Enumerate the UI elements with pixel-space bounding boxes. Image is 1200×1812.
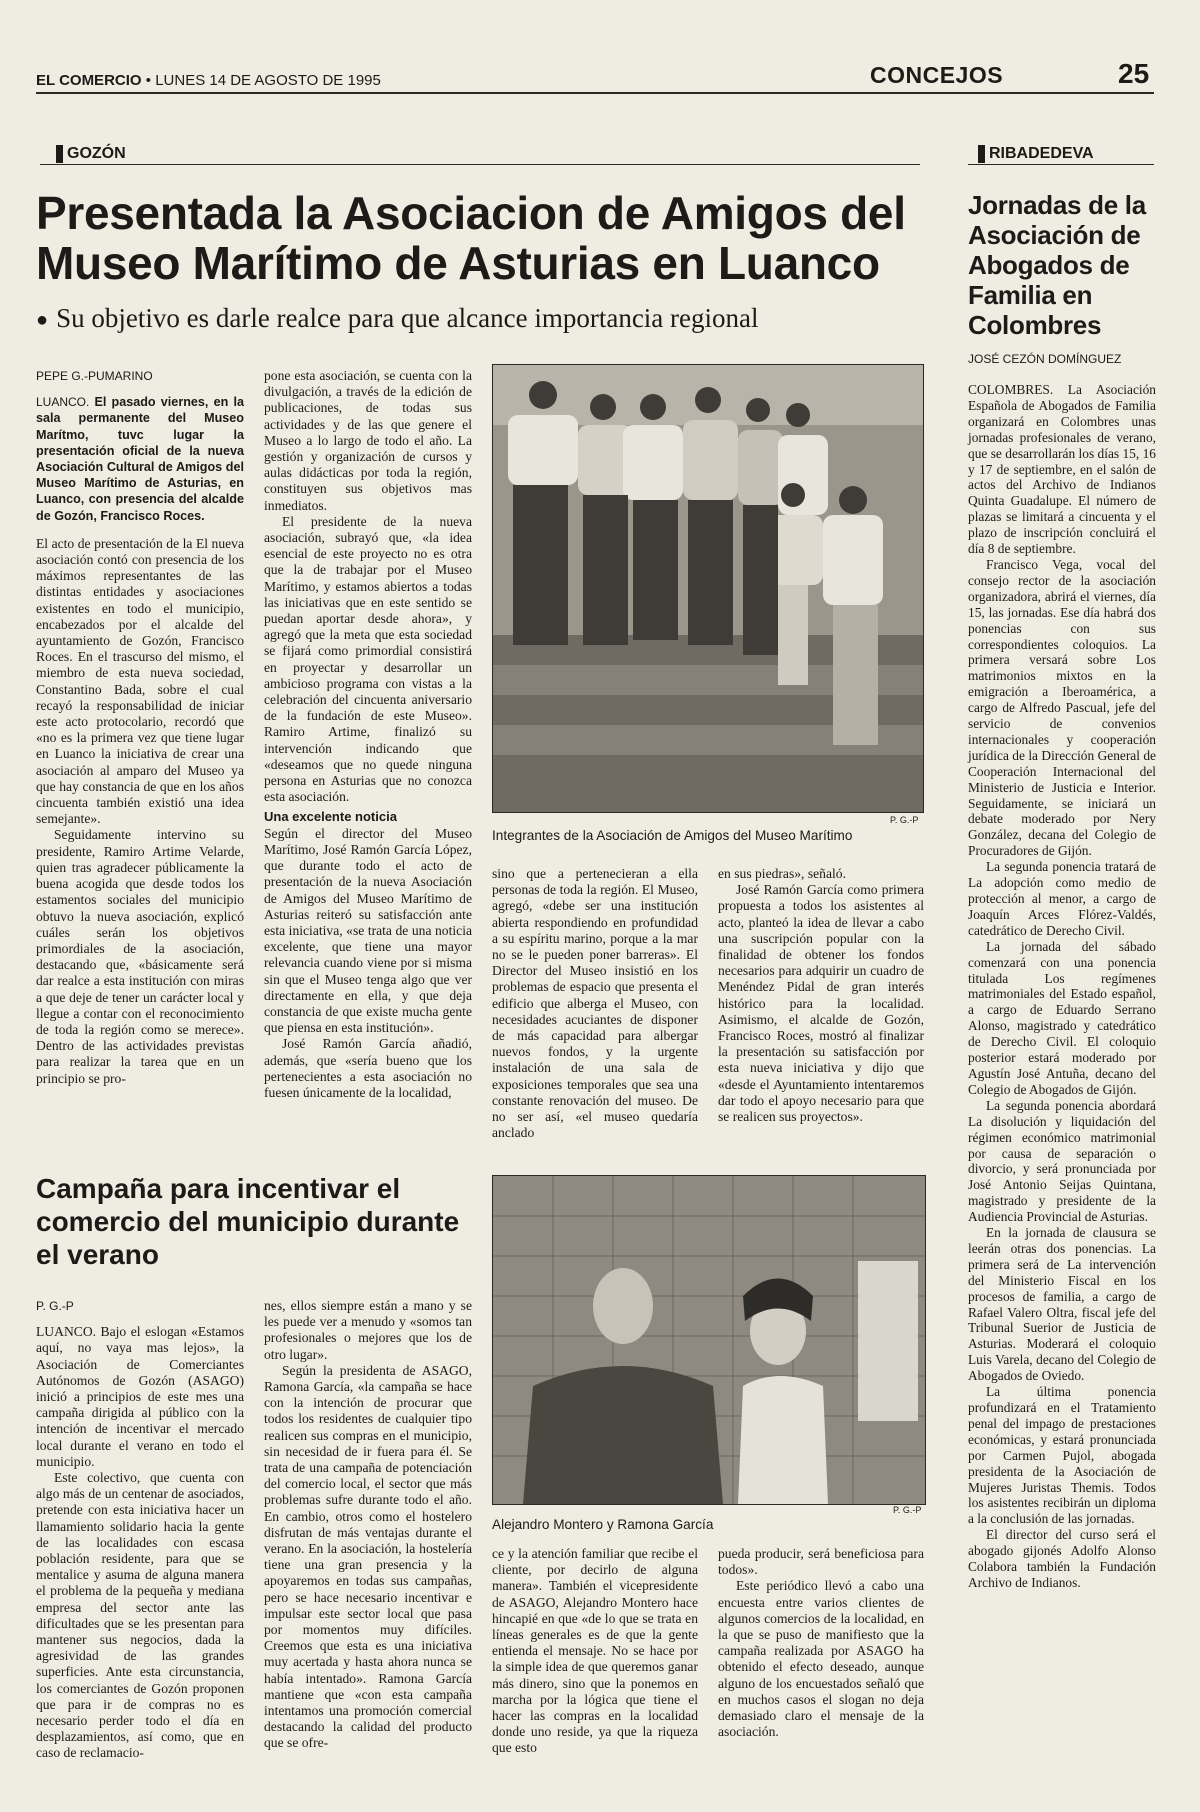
main-headline: Presentada la Asociacion de Amigos del Museo Marítimo de Asturias en Luanco	[36, 187, 906, 289]
paragraph: COLOMBRES. La Asociación Española de Abogados de Familia organizará en Colombres unas jornadas profesionales de verano, que se desarrollarán los días 15, 16 y 17 de septiembre, en el salón de actos del Archivo de Indianos Quinta Guadalupe. El número de plazas se limitará a cincuenta y el plazo de inscripción concluirá el día 8 de septiembre.	[968, 382, 1156, 557]
main-article-col4	[718, 866, 924, 1125]
paragraph: Este colectivo, que cuenta con algo más de un centenar de asociados, pretende con esta iniciativa hacer un llamamiento solidario hacia la gente de las localidades con escasa población residente, para que se mentalice y asuma de alguna manera el problema de la pequeña y mediana empresa del sector ante las dificultades que se les presentan para mantener sus negocios, dada la agresividad de las grandes superficies. Ante esta circunstancia, los comerciantes de Gozón proponen que para ir de compras no es necesario perder todo el día en desplazamientos, así como, que en caso de reclamacio-	[36, 1470, 244, 1761]
paragraph: Francisco Vega, vocal del consejo rector de la asociación organizadora, abrirá el viernes, día 15, las jornadas. Ese día habrá dos ponencias con sus correspondientes coloquios. La primera versará sobre Los matrimonios mixtos en la emigración a Iberoamérica, a cargo de Alfredo Pascual, jefe del servicio de convenios internacionales y cooperación jurídica de la Dirección General de Cooperación Internacional del Ministerio de Justicia e Interior. Seguidamente, se iniciará un debate moderado por Nery González, decana del Colegio de Procuradores de Gijón.	[968, 556, 1156, 859]
sidebar-kicker-rule	[968, 164, 1154, 165]
issue-date: LUNES 14 DE AGOSTO DE 1995	[155, 72, 381, 89]
sidebar-kicker	[978, 145, 1094, 163]
sidebar-kicker-label: RIBADEDEVA	[989, 145, 1094, 162]
kicker-bar	[978, 145, 985, 163]
main-kicker-label: GOZÓN	[67, 145, 126, 162]
paragraph: Seguidamente intervino su presidente, Ramiro Artime Velarde, quien tras agradecer públicamente la buena acogida que desde todos los estamentos sociales del municipio obtuvo la nueva asociación, explicó cuáles serán los objetivos primordiales de la asociación, destacando que, «básicamente será dar realce a esta institución con miras a que deje de tener un carácter local y llegue a contar con el reconocimiento de toda la región como se merece». Dentro de las actividades previstas para realizar la tarea que en un principio se pro-	[36, 827, 244, 1086]
group-photo-illustration	[493, 365, 923, 812]
paragraph: ce y la atención familiar que recibe el cliente, por decirlo de alguna manera». También el vicepresidente de ASAGO, Alejandro Montero hace hincapié en que «de lo que se trata en líneas generales es de que la gente entienda el mensaje. No se hace por la simple idea de que queremos ganar más dinero, sino que la ponemos en marcha por la lógica que tiene el hacer las compras en la localidad donde uno reside, ya que la riqueza que esto	[492, 1546, 698, 1756]
paragraph: El director del curso será el abogado gijonés Adolfo Alonso Colabora también la Fundación Archivo de Indianos.	[968, 1527, 1156, 1590]
sidebar-byline: JOSÉ CEZÓN DOMÍNGUEZ	[968, 352, 1122, 366]
paragraph: Este periódico llevó a cabo una encuesta entre varios clientes de algunos comercios de la localidad, en la que se puso de manifiesto que la campaña realizada por ASAGO ha obtenido el efecto deseado, aunque alguno de los encuestados señaló que en muchos casos el slogan no deja demasiado claro el mensaje de la asociación.	[718, 1578, 924, 1740]
paragraph: El acto de presentación de la El nueva asociación contó con presencia de los máximos representantes de las distintas entidades y asociaciones existentes en todo el municipio, encabezados por el alcalde del ayuntamiento de Gozón, Francisco Roces. En el trascurso del mismo, el miembro de esta nueva sociedad, Constantino Bada, sobre el cual recayó la responsabilidad de iniciar este acto protocolario, recordó que «no es la primera vez que tiene lugar en Luanco la iniciativa de crear una asociación al amparo del Museo ya que hay constancia de que en los años cincuenta también existió una idea semejante».	[36, 535, 244, 827]
portrait-photo-illustration	[493, 1176, 925, 1504]
main-photo	[492, 364, 924, 813]
second-headline: Campaña para incentivar el comercio del municipio durante el verano	[36, 1173, 460, 1270]
main-byline: PEPE G.-PUMARINO	[36, 369, 153, 383]
main-kicker-rule	[40, 164, 920, 165]
paragraph: pone esta asociación, se cuenta con la divulgación, a través de la edición de publicaciones, de todas sus actividades y de las que genere el Museo a lo largo de todo el año. La gestión y organización de cursos y aulas didácticas por toda la región, constituyen sus objetivos mas inmediatos.	[264, 368, 472, 513]
lead-paragraph	[36, 394, 244, 524]
paragraph: José Ramón García como primera propuesta a todos los asistentes al acto, planteó la idea de llevar a cabo una suscripción popular con la finalidad de obtener los fondos necesarios para adquirir un cuadro de Menéndez Pidal de gran interés histórico para la localidad. Asimismo, el alcalde de Gozón, Francisco Roces, mostró al finalizar la presentación su satisfacción por esta nueva iniciativa y dijo que «desde el Ayuntamiento intentaremos dar todo el apoyo necesario para que se realicen sus proyectos».	[718, 882, 924, 1125]
section-name: CONCEJOS	[870, 62, 1004, 88]
photo-credit: P. G.-P	[893, 1505, 922, 1515]
paragraph: La última ponencia profundizará en el Tratamiento penal del impago de prestaciones económicas, y estará pronunciada por Carmen Pujol, abogada presidenta de la Asociación de Mujeres Juristas Themis. Todos los asistentes recibirán un diploma a la conclusión de las jornadas.	[968, 1384, 1156, 1527]
main-subhead	[36, 303, 916, 334]
second-article-col2	[264, 1298, 472, 1752]
photo-credit: P. G.-P	[890, 815, 919, 825]
sidebar-headline: Jornadas de la Asociación de Abogados de Familia en Colombres	[968, 190, 1146, 340]
photo-caption: Integrantes de la Asociación de Amigos del Museo Marítimo	[492, 828, 853, 843]
page-number: 25	[1118, 58, 1150, 89]
paragraph: La segunda ponencia abordará La disolución y liquidación del régimen económico matrimonial por causa de separación o divorcio, y será pronunciada por José Antonio Seijas Quintana, magistrado y presidente de la Audiencia Provincial de Asturias.	[968, 1097, 1156, 1225]
newspaper-name: EL COMERCIO	[36, 72, 142, 89]
paragraph: pueda producir, será beneficiosa para todos».	[718, 1546, 924, 1578]
lead-place: LUANCO.	[36, 395, 90, 410]
paragraph: José Ramón García añadió, además, que «sería bueno que los pertenecientes a esta asociación no fuesen únicamente de la localidad,	[264, 1036, 472, 1100]
paragraph: LUANCO. Bajo el eslogan «Estamos aquí, no vaya mas lejos», la Asociación de Comerciantes Autónomos de Gozón (ASAGO) inició a principios de este mes una campaña dirigida al público con la intención de incentivar el mercado local durante el verano en todo el municipio.	[36, 1324, 244, 1469]
paragraph: La jornada del sábado comenzará con una ponencia titulada Los regímenes matrimoniales del Estado español, a cargo de Eduardo Serrano Alonso, magistrado y catedrático de Derecho Civil. El coloquio posterior estará moderado por Agustín José Antuña, decano del Colegio de Abogados de Gijón.	[968, 938, 1156, 1097]
paragraph: La segunda ponencia tratará de La adopción como medio de protección al menor, a cargo de Joaquín Arces Flórez-Valdés, catedrático de Derecho Civil.	[968, 859, 1156, 938]
main-article-col3	[492, 866, 698, 1141]
paragraph: El presidente de la nueva asociación, subrayó que, «la idea esencial de este proyecto no es otra que la de trabajar por el Museo Marítimo, y estamos abiertos a todas las iniciativas que en este sentido se puedan aportar desde ahora», y agregó que la meta que esta sociedad se fijará como primordial consistirá en proyectar y desarrollar un ambicioso programa con vistas a la celebración del cincuenta aniversario de la fundación de este Museo». Ramiro Artime, finalizó su intervención indicando que «deseamos que no quede ninguna persona en Asturias que no conozca esta asociación.	[264, 513, 472, 805]
subhead-text: Su objetivo es darle realce para que alcance importancia regional	[56, 303, 759, 333]
paragraph: nes, ellos siempre están a mano y se les puede ver a menudo y «somos tan profesionales o mejores que los de otro lugar».	[264, 1298, 472, 1362]
inner-subtitle: Una excelente noticia	[264, 809, 397, 825]
main-kicker	[56, 145, 126, 163]
masthead-separator: •	[145, 72, 152, 89]
photo-caption: Alejandro Montero y Ramona García	[492, 1517, 714, 1532]
lead-text: El pasado viernes, en la sala permanente del Museo Marítmo, tuvc lugar la presentación oficial de la nueva Asociación Cultural de Amigos del Museo Marítimo de Asturias, en Luanco, con presencia del alcalde de Gozón, Francisco Roces.	[36, 395, 244, 523]
paragraph: en sus piedras», señaló.	[718, 866, 846, 881]
second-article-col3	[492, 1546, 698, 1757]
second-photo	[492, 1175, 926, 1505]
second-byline: P. G.-P	[36, 1299, 74, 1313]
main-article-col2	[264, 368, 472, 1101]
bullet-icon: ●	[36, 309, 49, 332]
paragraph: Según la presidenta de ASAGO, Ramona García, «la campaña se hace con la intención de procurar que todos los residentes de cualquier tipo realicen sus compras en el municipio, sin necesidad de ir fuera para él. Se trata de una campaña de potenciación del comercio local, el sector que más problemas sufre durante todo el año. En cambio, otros como el hostelero disfrutan de más ventajas durante el verano. En la asociación, la hostelería tiene una gran presencia y la apoyaremos en todas sus campañas, pero se hace necesario incentivar e impulsar este sector local que pasa por momentos muy difíciles. Creemos que esta es una iniciativa muy acertada y hasta ahora nunca se había intentado». Ramona García mantiene que «con esta campaña intentamos una promoción comercial destacando la calidad del producto que se ofre-	[264, 1362, 472, 1751]
paragraph: sino que a pertenecieran a ella personas de toda la región. El Museo, agregó, «debe ser una institución abierta respondiendo en profundidad a su espíritu marino, porque a la mar no se le pueden poner barreras». El Director del Museo insistió en los problemas de espacio que presenta el edificio que alberga el Museo, con necesidades acuciantes de disponer de más capacidad para albergar nuevos fondos, y la urgente instalación de una sala de exposiciones temporales que sea una constante renovación del museo. De no ser así, «el museo quedaría anclado	[492, 866, 698, 1141]
paragraph: En la jornada de clausura se leerán otras dos ponencias. La primera será de La intervención del Ministerio Fiscal en los procesos de familia, a cargo de Rafael Valero Oltra, fiscal jefe del Tribunal Suerior de Justicia de Asturias. Moderará el coloquio Luis Varela, decano del Colegio de Abogados de Oviedo.	[968, 1225, 1156, 1384]
second-article-col1	[36, 1298, 244, 1762]
masthead-rule	[36, 92, 1154, 94]
main-article-col1	[36, 368, 244, 1087]
second-article-col4	[718, 1546, 924, 1740]
kicker-bar	[56, 145, 63, 163]
sidebar-article	[968, 382, 1156, 1591]
masthead	[36, 72, 381, 89]
paragraph: Según el director del Museo Marítimo, José Ramón García López, que durante todo el acto de presentación de la nueva Asociación de Amigos del Museo Marítimo de Asturias reiteró su satisfacción ante esta iniciativa, «se trata de una noticia excelente, que tiene una mayor relevancia cuando viene por si misma sin que el Museo tenga algo que ver directamente en ella, y que deja constancia de que existe mucha gente que piensa en esta institución».	[264, 825, 472, 1036]
